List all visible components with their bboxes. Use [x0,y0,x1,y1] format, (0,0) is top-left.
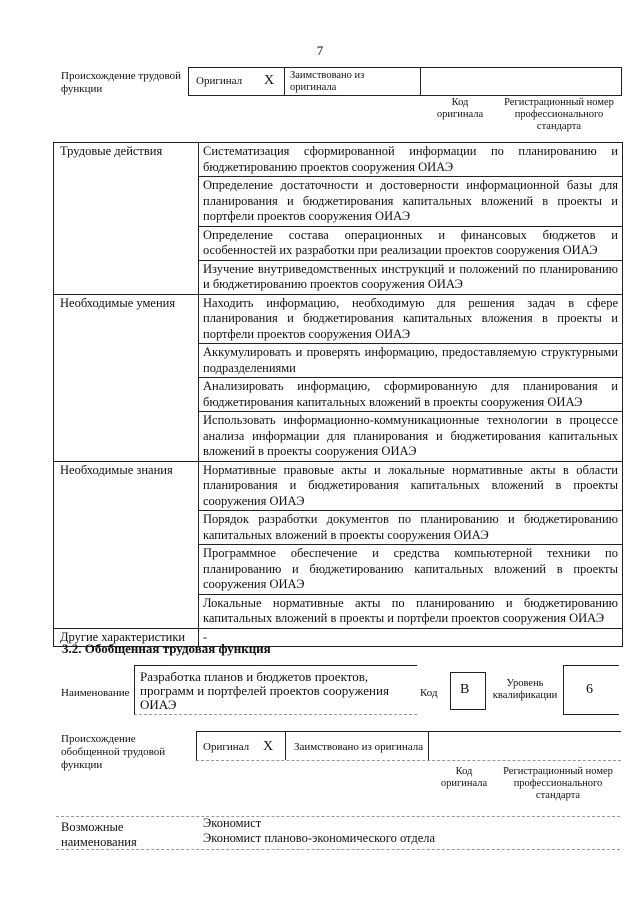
page-number: 7 [316,43,324,58]
code-original-label: Код оригинала [436,97,484,120]
general-borrowed-label: Заимствовано из оригинала [294,741,424,753]
level-label: Уровень квалификации [492,678,558,701]
positions-label: Возможные наименования [61,820,137,849]
table-row [54,143,623,177]
general-origin-label: Происхождение обобщенной трудовой функции [61,733,166,771]
code-label: Код [420,687,438,699]
table-cell: Нормативные правовые акты и локальные нормативные акты в области планирования и бюджетирования капитальных вложений в проекты сооружения ОИАЭ [199,461,623,511]
original-label: Оригинал [196,75,243,87]
section-title: 3.2. Обобщенная трудовая функция [62,641,271,656]
table-cell: Порядок разработки документов по планированию и бюджетированию капитальных вложений в проекты сооружения ОИАЭ [199,511,623,545]
name-label: Наименование [61,687,130,699]
borrowed-label: Заимствовано из оригинала [290,70,365,93]
table-cell: - [199,628,623,647]
row-label-skills: Необходимые умения [54,294,199,461]
labor-function-table [53,142,623,647]
level-value: 6 [586,682,593,697]
table-cell: Использовать информационно-коммуникационные технологии в процессе анализа информации для планирования и бюджетирования капитальных вложений в проекты сооружения ОИАЭ [199,412,623,462]
general-code-original-label: Код оригинала [440,766,488,789]
table-cell: Анализировать информацию, сформированную для планирования и бюджетирования капитальных вложений в проекты сооружения ОИАЭ [199,378,623,412]
reg-number-label: Регистрационный номер профессионального стандарта [504,97,614,132]
table-cell: Находить информацию, необходимую для решения задач в сфере планирования и бюджетирования капитальных вложения в проекты и портфели проектов сооружения ОИАЭ [199,294,623,344]
table-cell: Определение достаточности и достоверности информационной базы для планирования и бюджетирования капитальных вложений в проекты и портфели проектов сооружения ОИАЭ [199,177,623,227]
table-cell: Локальные нормативные акты по планированию и бюджетированию капитальных вложений в проекты и портфели проектов сооружения ОИАЭ [199,594,623,628]
code-value: B [460,682,470,697]
general-original-label: Оригинал [203,741,250,753]
row-label-actions: Трудовые действия [54,143,199,295]
table-cell: Определение состава операционных и финансовых бюджетов и особенностей их разработки при реализации проектов сооружения ОИАЭ [199,226,623,260]
row-label-other: Другие характеристики [54,628,199,647]
general-reg-number-label: Регистрационный номер профессионального стандарта [503,766,613,801]
position-item: Экономист планово-экономического отдела [203,831,436,845]
table-cell: Изучение внутриведомственных инструкций и положений по планированию и бюджетированию проектов сооружения ОИАЭ [199,260,623,294]
position-item: Экономист [203,816,262,830]
table-cell: Программное обеспечение и средства компьютерной техники по планированию и бюджетированию капитальных вложений в проекты сооружения ОИАЭ [199,545,623,595]
general-original-mark: X [263,739,274,754]
table-cell: Аккумулировать и проверять информацию, предоставляемую структурными подразделениями [199,344,623,378]
table-row [54,461,623,511]
name-value: Разработка планов и бюджетов проектов, программ и портфелей проектов сооружения ОИАЭ [140,669,389,712]
row-label-knowledge: Необходимые знания [54,461,199,628]
original-mark: X [264,73,275,88]
origin-label: Происхождение трудовой функции [61,70,182,95]
table-row [54,294,623,344]
table-cell: Систематизация сформированной информации по планированию и бюджетированию проектов сооружения ОИАЭ [199,143,623,177]
